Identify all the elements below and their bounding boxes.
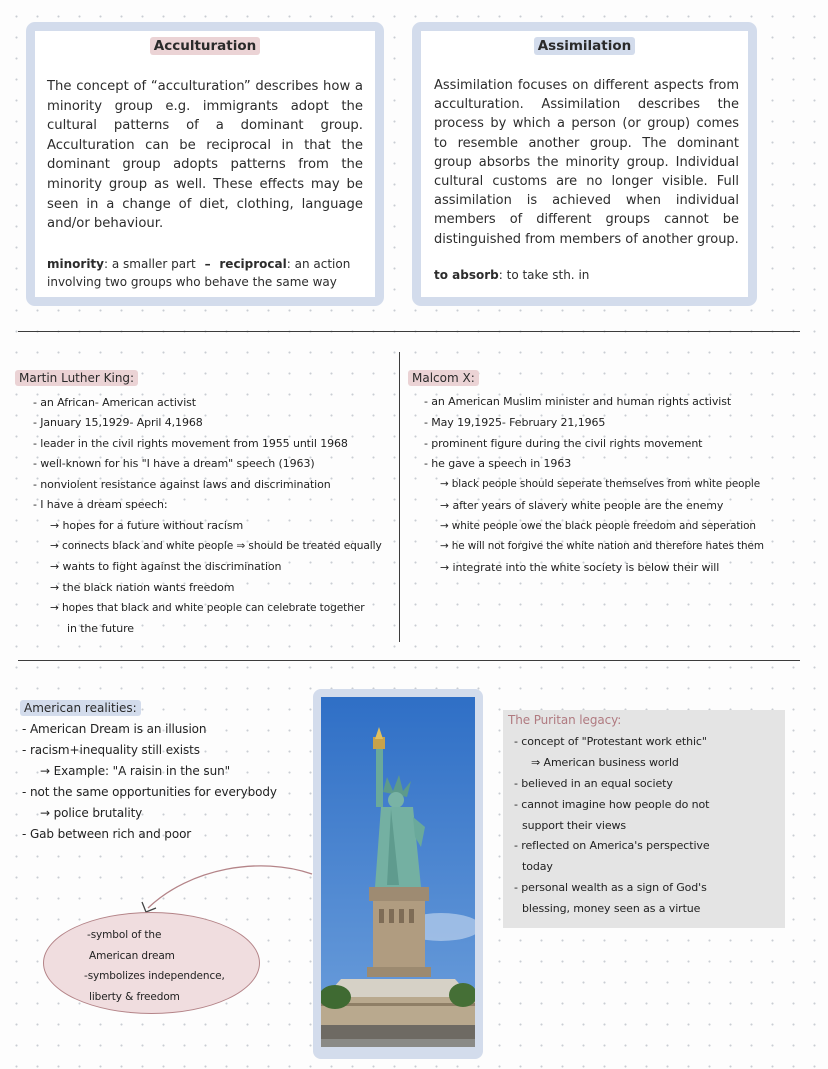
- divider-middle: [18, 660, 800, 661]
- malcolm-line-1: - May 19,1925- February 21,1965: [424, 416, 606, 429]
- symbol-line-3: liberty & freedom: [89, 991, 180, 1003]
- puritan-line-8: blessing, money seen as a virtue: [522, 902, 701, 915]
- vocab-def-absorb: : to take sth. in: [498, 268, 590, 282]
- mlk-line-2: - leader in the civil rights movement from 1955 until 1968: [33, 437, 348, 450]
- mlk-heading: Martin Luther King:: [15, 370, 138, 386]
- realities-line-1: - racism+inequality still exists: [22, 743, 200, 757]
- assimilation-title: Assimilation: [534, 37, 636, 55]
- malcolm-line-8: → integrate into the white society is below their will: [440, 561, 720, 574]
- acculturation-body: The concept of “acculturation” describes how a minority group e.g. immigrants adopt the cultural patterns of a dominant group. Acculturation can be reciprocal in that the dominant group adopts patterns from the minority group as well. These effects may be seen in a change of diet, clothing, language and/or behaviour.: [47, 79, 363, 232]
- puritan-line-6: today: [522, 860, 553, 873]
- acculturation-card: [26, 22, 384, 306]
- realities-line-5: - Gab between rich and poor: [22, 827, 192, 841]
- realities-line-4: → police brutality: [40, 806, 143, 820]
- vocab-separator: –: [204, 257, 211, 271]
- puritan-line-0: - concept of "Protestant work ethic": [514, 735, 707, 748]
- symbol-line-0: -symbol of the: [87, 929, 162, 941]
- acculturation-title-wrap: [35, 37, 375, 55]
- assimilation-body: Assimilation focuses on different aspects from acculturation. Assimilation describes the process by which a person (or group) comes to resemble another group. The dominant group absorbs the minority group. Individual cultural customs are no longer visible. Full assimilation is achieved when individual members of different groups cannot be distinguished from members of another group.: [434, 78, 739, 247]
- realities-line-2: → Example: "A raisin in the sun": [40, 764, 231, 778]
- mlk-line-11: in the future: [67, 622, 134, 635]
- mlk-line-8: → wants to fight against the discrimination: [50, 560, 282, 573]
- puritan-heading: The Puritan legacy:: [508, 713, 622, 727]
- mlk-line-4: - nonviolent resistance against laws and discrimination: [33, 478, 331, 491]
- divider-top: [18, 331, 800, 332]
- malcolm-line-5: → after years of slavery white people are the enemy: [440, 499, 724, 512]
- realities-heading: American realities:: [20, 700, 141, 716]
- statue-of-liberty-image: [321, 697, 475, 1047]
- vocab-def-reciprocal: : an action involving two groups who behave the same way: [47, 257, 351, 289]
- mlk-line-6: → hopes for a future without racism: [50, 519, 244, 532]
- acculturation-vocab: [47, 255, 363, 291]
- assimilation-vocab: [434, 266, 739, 284]
- vocab-term-absorb: to absorb: [434, 268, 499, 282]
- puritan-line-5: - reflected on America's perspective: [514, 839, 710, 852]
- mlk-line-3: - well-known for his "I have a dream" speech (1963): [33, 457, 315, 470]
- assimilation-card: [412, 22, 757, 306]
- assimilation-title-wrap: [421, 37, 748, 55]
- realities-line-3: - not the same opportunities for everybody: [22, 785, 277, 799]
- mlk-line-10: → hopes that black and white people can celebrate together: [50, 602, 365, 614]
- vocab-term-reciprocal: reciprocal: [219, 257, 287, 271]
- mlk-line-5: - I have a dream speech:: [33, 498, 168, 511]
- malcolm-line-3: - he gave a speech in 1963: [424, 457, 572, 470]
- puritan-line-2: - believed in an equal society: [514, 777, 673, 790]
- mlk-line-9: → the black nation wants freedom: [50, 581, 235, 594]
- malcolm-heading: Malcom X:: [408, 370, 479, 386]
- mlk-line-7: → connects black and white people ⇒ should be treated equally: [50, 540, 382, 552]
- realities-line-0: - American Dream is an illusion: [22, 722, 207, 736]
- symbol-line-1: American dream: [89, 950, 175, 962]
- puritan-line-4: support their views: [522, 819, 627, 832]
- puritan-line-7: - personal wealth as a sign of God's: [514, 881, 707, 894]
- vocab-def-minority: : a smaller part: [104, 257, 196, 271]
- curved-arrow-icon: [130, 860, 320, 920]
- mlk-line-0: - an African- American activist: [33, 396, 196, 409]
- malcolm-line-2: - prominent figure during the civil rights movement: [424, 437, 703, 450]
- puritan-line-3: - cannot imagine how people do not: [514, 798, 710, 811]
- malcolm-line-7: → he will not forgive the white nation and therefore hates them: [440, 540, 764, 552]
- malcolm-line-4: → black people should seperate themselves from white people: [440, 478, 761, 490]
- vocab-term-minority: minority: [47, 257, 104, 271]
- malcolm-line-0: - an American Muslim minister and human rights activist: [424, 395, 732, 408]
- photo-frame: [313, 689, 483, 1059]
- malcolm-line-6: → white people owe the black people freedom and seperation: [440, 520, 756, 532]
- symbol-line-2: -symbolizes independence,: [84, 970, 225, 982]
- divider-vertical: [399, 352, 400, 642]
- mlk-line-1: - January 15,1929- April 4,1968: [33, 416, 203, 429]
- puritan-line-1: ⇒ American business world: [531, 756, 679, 769]
- acculturation-title: Acculturation: [150, 37, 261, 55]
